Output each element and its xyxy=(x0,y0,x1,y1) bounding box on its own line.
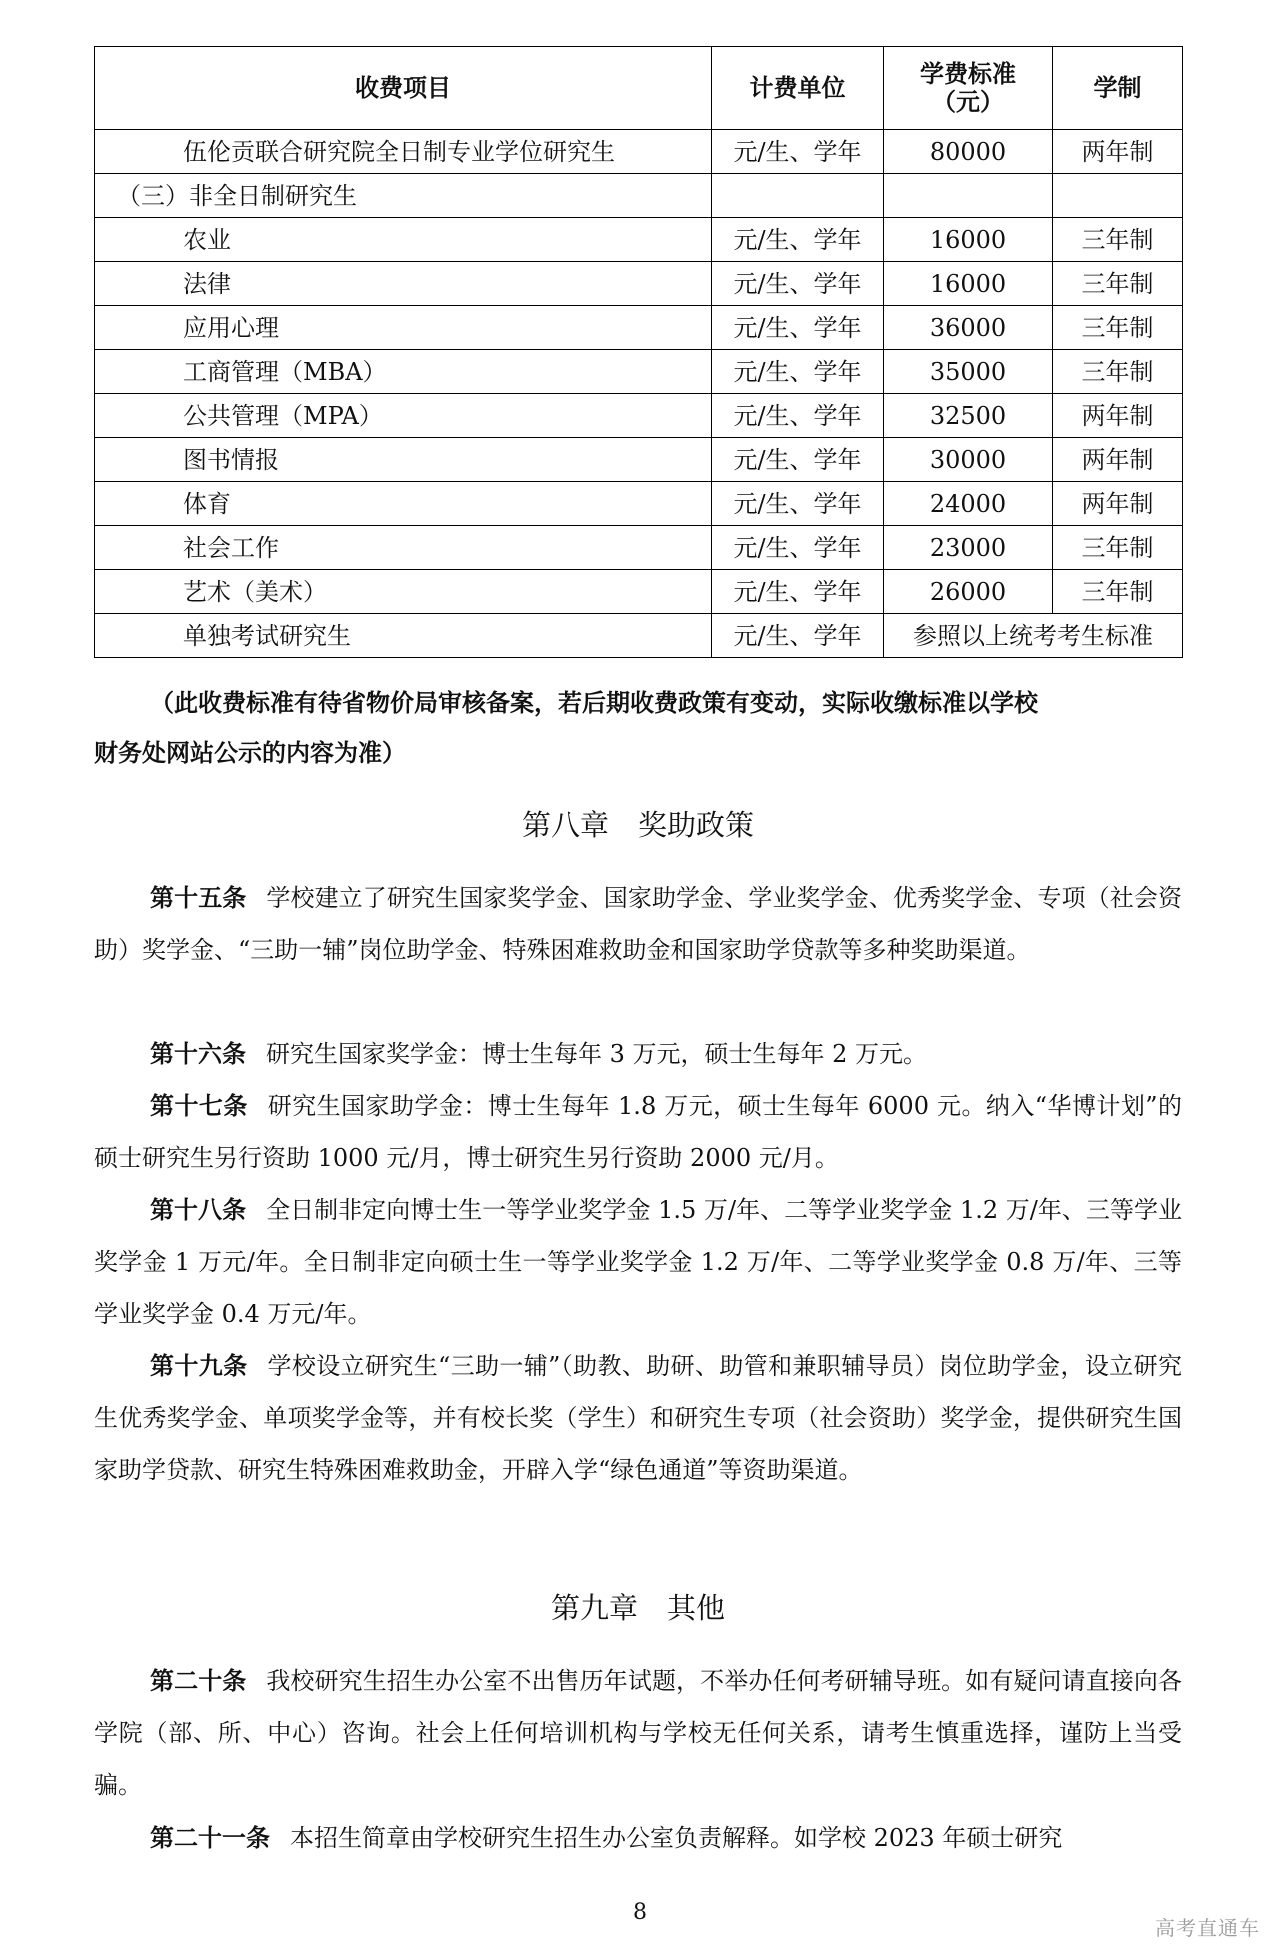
row-unit: 元/生、学年 xyxy=(712,218,884,262)
row-unit: 元/生、学年 xyxy=(712,614,884,658)
row-unit: 元/生、学年 xyxy=(712,306,884,350)
row-item: 法律 xyxy=(95,262,712,306)
row-item: 体育 xyxy=(95,482,712,526)
table-row xyxy=(95,438,1183,482)
row-item: 艺术（美术） xyxy=(95,570,712,614)
row-unit: 元/生、学年 xyxy=(712,350,884,394)
row-item: 单独考试研究生 xyxy=(95,614,712,658)
row-fee: 32500 xyxy=(884,394,1053,438)
chapter-8-title: 第八章 奖助政策 xyxy=(521,808,754,842)
row-duration: 三年制 xyxy=(1053,262,1183,306)
article-21 xyxy=(94,1812,1182,1864)
article-text: 研究生国家奖学金：博士生每年 3 万元，硕士生每年 2 万元。 xyxy=(266,1040,928,1068)
row-duration: 两年制 xyxy=(1053,130,1183,174)
article-17 xyxy=(94,1080,1182,1184)
table-header-row xyxy=(95,47,1183,130)
row-unit: 元/生、学年 xyxy=(712,526,884,570)
table-row-section xyxy=(95,174,1183,218)
row-fee: 30000 xyxy=(884,438,1053,482)
header-fee-unit: （元） xyxy=(932,88,1004,116)
row-unit: 元/生、学年 xyxy=(712,130,884,174)
article-text: 学校建立了研究生国家奖学金、国家助学金、学业奖学金、优秀奖学金、专项（社会资助）奖学金、“三助一辅”岗位助学金、特殊困难救助金和国家助学贷款等多种奖助渠道。 xyxy=(94,884,1182,964)
article-18 xyxy=(94,1184,1182,1340)
row-fee: 26000 xyxy=(884,570,1053,614)
table-row xyxy=(95,306,1183,350)
fee-table xyxy=(94,46,1183,658)
header-item: 收费项目 xyxy=(95,47,712,130)
page-number: 8 xyxy=(633,1900,647,1925)
article-label: 第十九条 xyxy=(150,1352,248,1380)
article-label: 第二十条 xyxy=(150,1667,247,1695)
article-label: 第二十一条 xyxy=(150,1824,270,1852)
row-duration: 三年制 xyxy=(1053,218,1183,262)
table-row xyxy=(95,218,1183,262)
table-row xyxy=(95,130,1183,174)
article-19 xyxy=(94,1340,1182,1496)
row-unit: 元/生、学年 xyxy=(712,262,884,306)
fee-note-line2: 财务处网站公示的内容为准） xyxy=(94,739,406,767)
article-label: 第十七条 xyxy=(150,1092,248,1120)
row-duration: 三年制 xyxy=(1053,350,1183,394)
row-unit xyxy=(712,174,884,218)
row-fee: 16000 xyxy=(884,262,1053,306)
table-row xyxy=(95,262,1183,306)
row-duration xyxy=(1053,174,1183,218)
row-unit: 元/生、学年 xyxy=(712,482,884,526)
row-fee: 36000 xyxy=(884,306,1053,350)
table-row xyxy=(95,526,1183,570)
fee-note-line1: （此收费标准有待省物价局审核备案，若后期收费政策有变动，实际收缴标准以学校 xyxy=(150,689,1038,717)
fee-note xyxy=(94,678,1182,778)
row-item: 应用心理 xyxy=(95,306,712,350)
row-item: 图书情报 xyxy=(95,438,712,482)
row-duration: 三年制 xyxy=(1053,306,1183,350)
article-15 xyxy=(94,872,1182,976)
row-unit: 元/生、学年 xyxy=(712,570,884,614)
header-fee xyxy=(884,47,1053,130)
article-20 xyxy=(94,1655,1182,1811)
article-16 xyxy=(94,1028,1182,1080)
row-unit: 元/生、学年 xyxy=(712,394,884,438)
row-item: 社会工作 xyxy=(95,526,712,570)
article-text: 本招生简章由学校研究生招生办公室负责解释。如学校 2023 年硕士研究 xyxy=(290,1824,1063,1852)
table-row xyxy=(95,394,1183,438)
watermark: 高考直通车 xyxy=(1155,1916,1260,1940)
table-row xyxy=(95,614,1183,658)
row-duration: 两年制 xyxy=(1053,438,1183,482)
row-fee: 16000 xyxy=(884,218,1053,262)
row-duration: 三年制 xyxy=(1053,570,1183,614)
article-label: 第十六条 xyxy=(150,1040,246,1068)
row-fee: 23000 xyxy=(884,526,1053,570)
row-fee: 35000 xyxy=(884,350,1053,394)
row-duration: 两年制 xyxy=(1053,394,1183,438)
chapter-9-title: 第九章 其他 xyxy=(550,1591,725,1625)
article-text: 学校设立研究生“三助一辅”（助教、助研、助管和兼职辅导员）岗位助学金，设立研究生优秀奖学金、单项奖学金等，并有校长奖（学生）和研究生专项（社会资助）奖学金，提供研究生国家助学贷款、研究生特殊困难救助金，开辟入学“绿色通道”等资助渠道。 xyxy=(94,1352,1183,1484)
row-fee-merged: 参照以上统考考生标准 xyxy=(884,614,1183,658)
row-fee: 24000 xyxy=(884,482,1053,526)
row-item: 工商管理（MBA） xyxy=(95,350,712,394)
header-duration: 学制 xyxy=(1053,47,1183,130)
row-unit: 元/生、学年 xyxy=(712,438,884,482)
row-fee: 80000 xyxy=(884,130,1053,174)
row-duration: 两年制 xyxy=(1053,482,1183,526)
row-item: （三）非全日制研究生 xyxy=(95,174,712,218)
header-fee-label: 学费标准 xyxy=(920,60,1016,88)
header-unit: 计费单位 xyxy=(712,47,884,130)
article-text: 我校研究生招生办公室不出售历年试题，不举办任何考研辅导班。如有疑问请直接向各学院（部、所、中心）咨询。社会上任何培训机构与学校无任何关系，请考生慎重选择，谨防上当受骗。 xyxy=(94,1667,1182,1799)
article-text: 研究生国家助学金：博士生每年 1.8 万元，硕士生每年 6000 元。纳入“华博计划”的硕士研究生另行资助 1000 元/月，博士研究生另行资助 2000 元/月。 xyxy=(94,1092,1182,1172)
article-text: 全日制非定向博士生一等学业奖学金 1.5 万/年、二等学业奖学金 1.2 万/年、三等学业奖学金 1 万元/年。全日制非定向硕士生一等学业奖学金 1.2 万/年、二等学业奖学金 0.8 万/年、三等学业奖学金 0.4 万元/年。 xyxy=(94,1196,1182,1328)
row-item: 公共管理（MPA） xyxy=(95,394,712,438)
table-row xyxy=(95,482,1183,526)
row-item: 伍伦贡联合研究院全日制专业学位研究生 xyxy=(95,130,712,174)
table-row xyxy=(95,570,1183,614)
row-duration: 三年制 xyxy=(1053,526,1183,570)
table-row xyxy=(95,350,1183,394)
article-label: 第十五条 xyxy=(150,884,247,912)
row-fee xyxy=(884,174,1053,218)
row-item: 农业 xyxy=(95,218,712,262)
article-label: 第十八条 xyxy=(150,1196,247,1224)
